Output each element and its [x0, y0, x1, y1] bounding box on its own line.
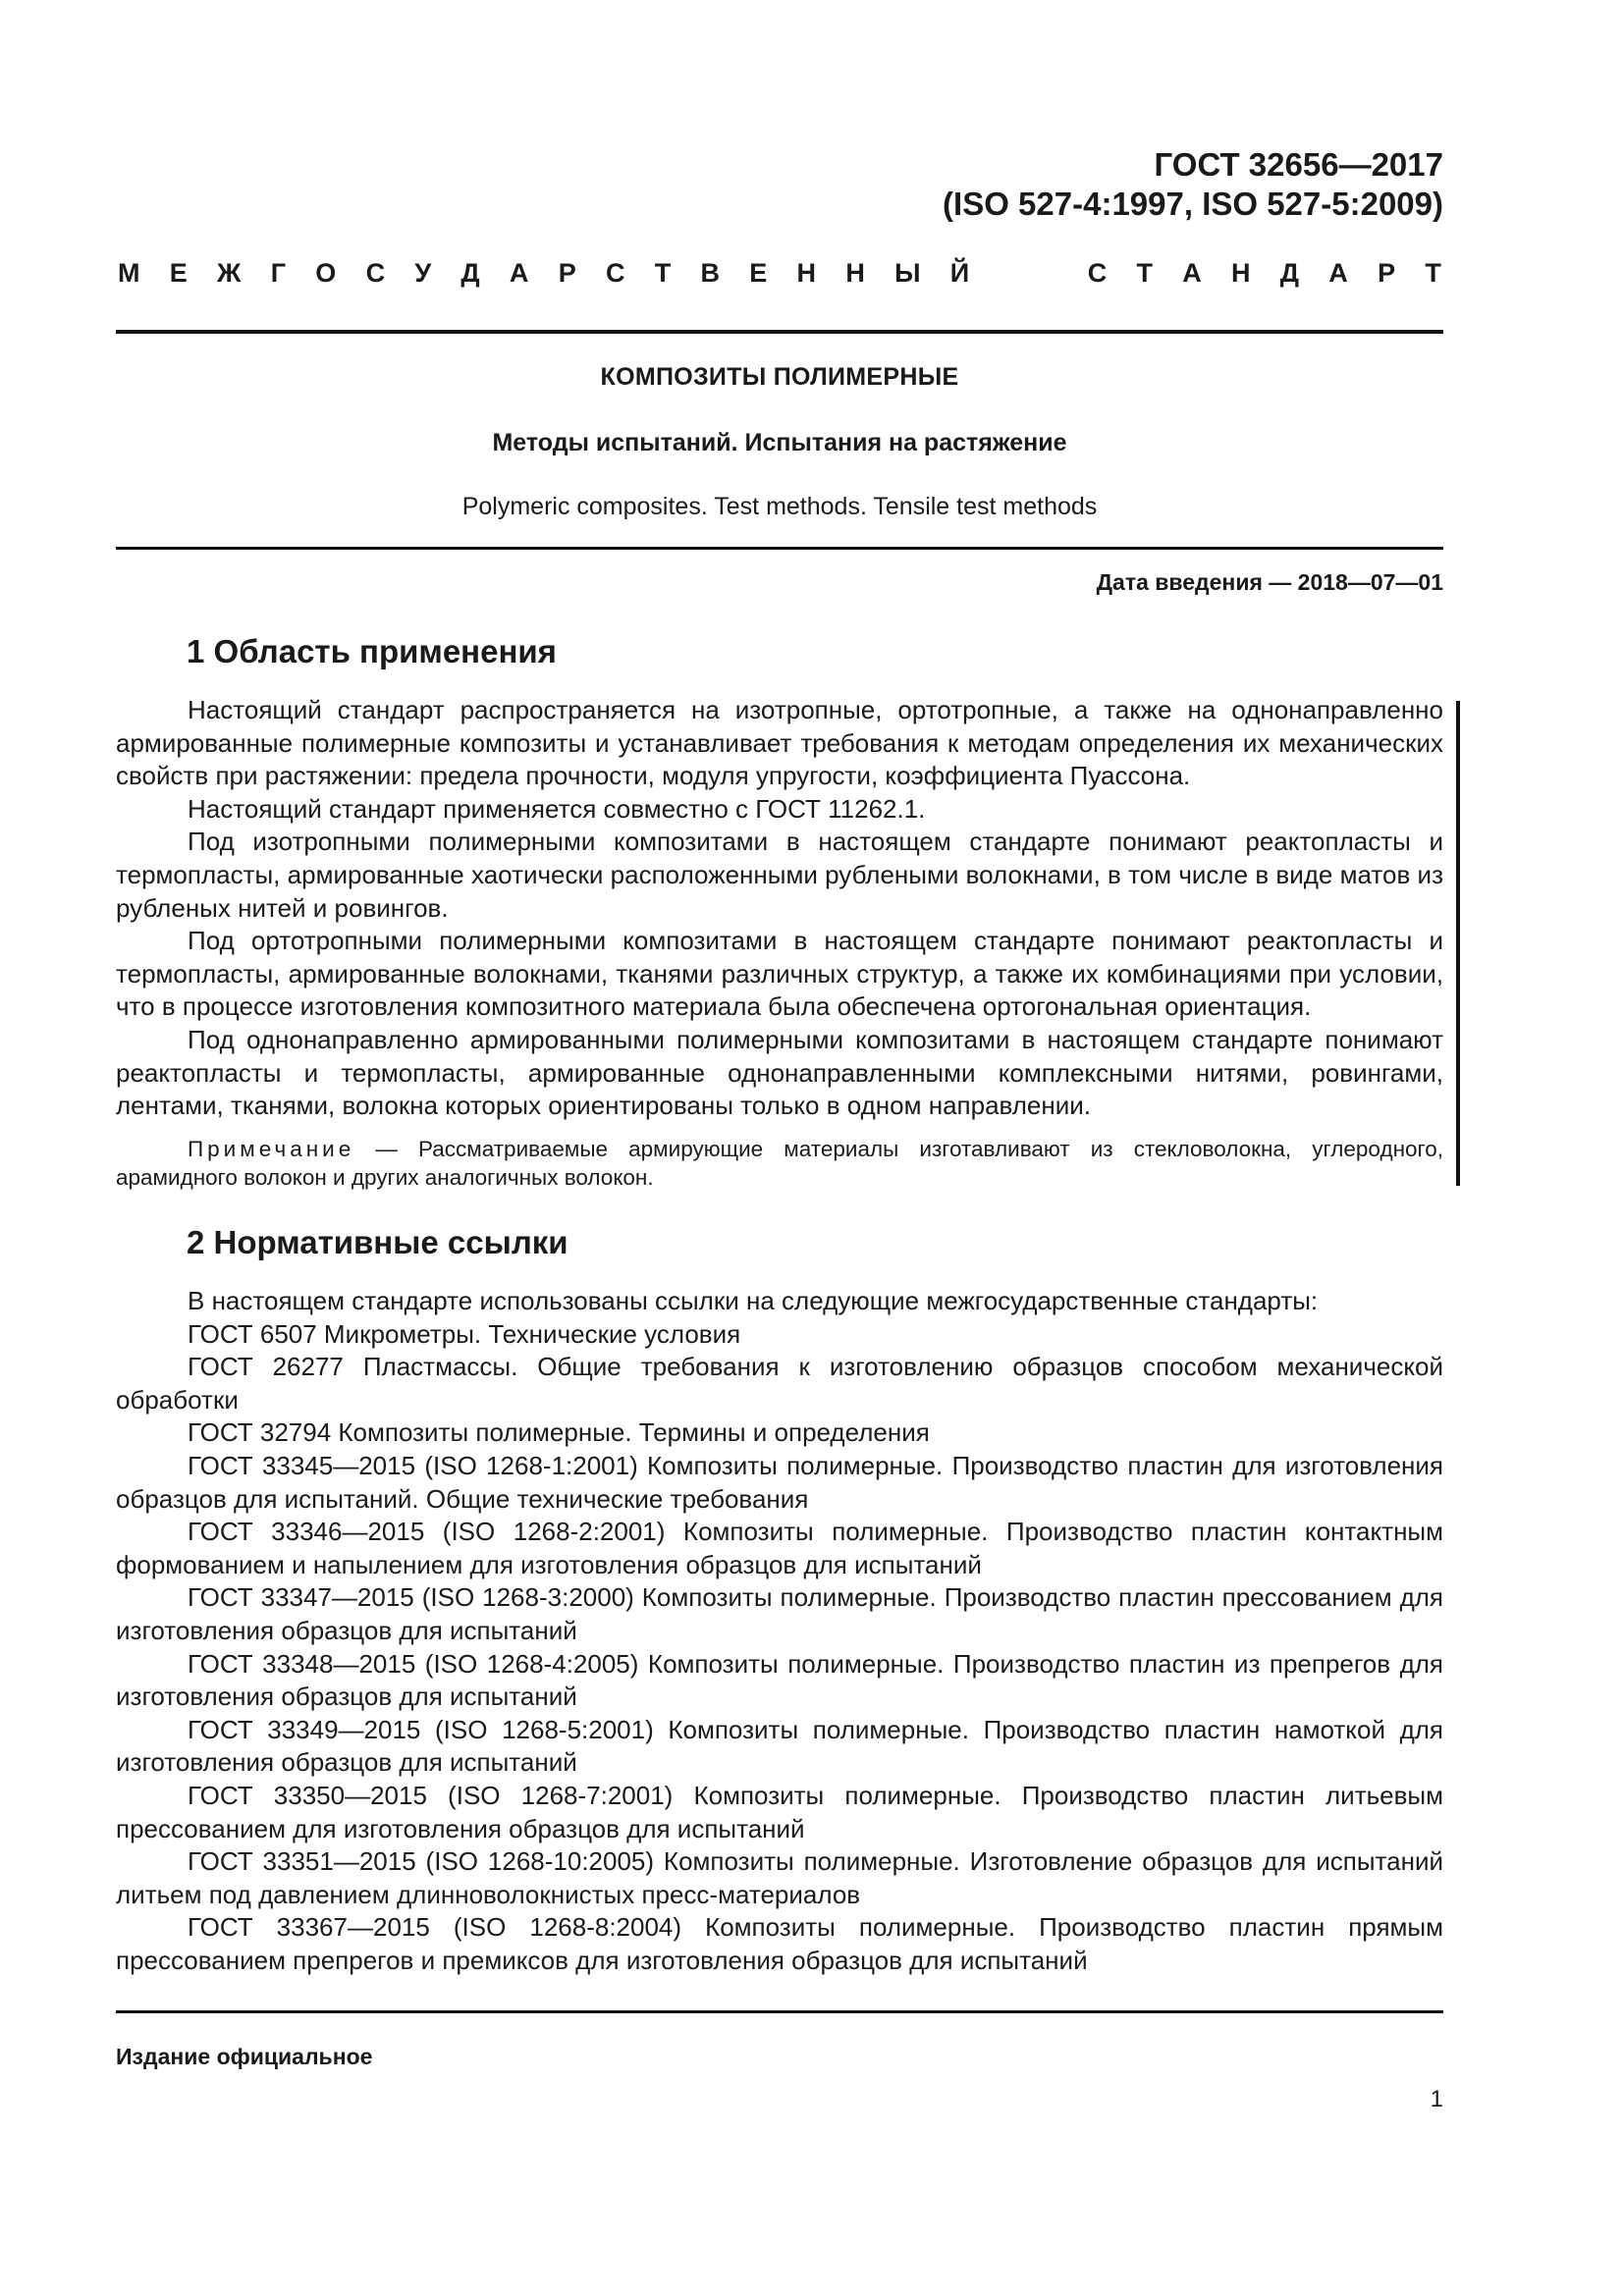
note	[116, 1135, 1443, 1192]
paragraph: В настоящем стандарте использованы ссылки на следующие межгосударственные стандарты:	[188, 1286, 1319, 1315]
paragraph: Под однонаправленно армированными полимерными композитами в настоящем стандарте понимают реактопласты и термопласты, армированные однонаправленными комплексными нитями, ровингами, лентами, тканями, волокна которых ориентированы только в одном направлении.	[116, 1024, 1443, 1121]
reference-item: ГОСТ 6507 Микрометры. Технические условия	[188, 1318, 741, 1349]
banner-letter: Н	[1231, 258, 1251, 288]
banner-letter: Н	[845, 258, 865, 288]
banner-letter: С	[365, 258, 386, 288]
banner-letter: С	[1087, 258, 1108, 288]
reference-item: ГОСТ 33350—2015 (ISO 1268-7:2001) Композиты полимерные. Производство пластин литьевым прессованием для изготовления образцов для испытаний	[116, 1780, 1443, 1843]
reference-item: ГОСТ 33347—2015 (ISO 1268-3:2000) Композиты полимерные. Производство пластин прессованием для изготовления образцов для испытаний	[116, 1582, 1443, 1645]
banner-letter: У	[414, 258, 432, 288]
title-divider	[116, 547, 1443, 550]
reference-item: ГОСТ 32794 Композиты полимерные. Термины и определения	[188, 1417, 930, 1448]
banner-letter: Р	[558, 258, 576, 288]
page-number: 1	[1430, 2086, 1443, 2112]
header-divider	[116, 330, 1443, 334]
banner-letter: О	[315, 258, 337, 288]
banner-letter: М	[118, 258, 140, 288]
reference-item: ГОСТ 33346—2015 (ISO 1268-2:2001) Композиты полимерные. Производство пластин контактным формованием и напылением для изготовления образцов для испытаний	[116, 1517, 1443, 1579]
banner-letter: В	[700, 258, 720, 288]
banner-letter: А	[1328, 258, 1348, 288]
reference-item: ГОСТ 33351—2015 (ISO 1268-10:2005) Композиты полимерные. Изготовление образцов для испытаний литьем под давлением длинноволокнистых пресс-материалов	[116, 1846, 1443, 1909]
reference-item: ГОСТ 33348—2015 (ISO 1268-4:2005) Композиты полимерные. Производство пластин из препрегов для изготовления образцов для испытаний	[116, 1648, 1443, 1712]
standard-type-banner	[118, 257, 1441, 289]
banner-letter: Р	[1378, 258, 1396, 288]
introduction-date: Дата введения — 2018—07—01	[1096, 569, 1443, 595]
note-label: Примечание	[188, 1136, 355, 1161]
gost-number: ГОСТ 32656—2017	[1154, 146, 1443, 183]
banner-letter: Д	[460, 258, 480, 288]
paragraph: Под ортотропными полимерными композитами в настоящем стандарте понимают реактопласты и термопласты, армированные волокнами, тканями различных структур, а также их комбинациями при условии, что в процессе изготовления композитного материала была обеспечена ортогональная ориентация.	[116, 926, 1443, 1022]
section-2-body	[116, 1285, 1443, 1977]
section-1-heading: 1 Область применения	[187, 633, 557, 669]
edition-label: Издание официальное	[116, 2044, 373, 2069]
banner-word-gap	[999, 257, 1057, 289]
paragraph: Под изотропными полимерными композитами в настоящем стандарте понимают реактопласты и термопласты, армированные хаотически расположенными рублеными волокнами, в том числе в виде матов из рубленых нитей и ровингов.	[116, 827, 1443, 923]
reference-item: ГОСТ 33349—2015 (ISO 1268-5:2001) Композиты полимерные. Производство пластин намоткой для изготовления образцов для испытаний	[116, 1714, 1443, 1778]
banner-letter: Т	[654, 258, 672, 288]
reference-item: ГОСТ 26277 Пластмассы. Общие требования к изготовлению образцов способом механической обработки	[116, 1352, 1443, 1415]
banner-letter: Е	[749, 258, 768, 288]
banner-letter: Т	[1425, 258, 1441, 288]
banner-letter: Ж	[217, 258, 242, 288]
banner-letter: Й	[949, 258, 970, 288]
banner-letter: А	[1182, 258, 1202, 288]
document-title-english: Polymeric composites. Test methods. Tensile test methods	[461, 493, 1098, 520]
paragraph: Настоящий стандарт распространяется на изотропные, ортотропные, а также на однонаправленно армированные полимерные композиты и устанавливает требования к методам определения их механических свойств при растяжении: предела прочности, модуля упругости, коэффициента Пуассона.	[116, 695, 1443, 791]
revision-change-bar	[1456, 701, 1460, 1186]
banner-letter: С	[605, 258, 625, 288]
banner-letter: Т	[1136, 258, 1153, 288]
footer-divider	[116, 2010, 1443, 2013]
banner-letter: Ы	[894, 258, 921, 288]
reference-item: ГОСТ 33345—2015 (ISO 1268-1:2001) Композиты полимерные. Производство пластин для изготовления образцов для испытаний. Общие технические требования	[116, 1450, 1443, 1514]
banner-letter: А	[509, 258, 529, 288]
banner-letter: Д	[1279, 258, 1300, 288]
banner-letter: Г	[270, 258, 287, 288]
gost-designation	[943, 145, 1443, 224]
document-title: КОМПОЗИТЫ ПОЛИМЕРНЫЕ	[600, 363, 959, 391]
note-text: — Рассматриваемые армирующие материалы изготавливают из стекловолокна, углеродного, арамидного волокон и других аналогичных волокон.	[116, 1136, 1443, 1190]
reference-item: ГОСТ 33367—2015 (ISO 1268-8:2004) Композиты полимерные. Производство пластин прямым прессованием препрегов и премиксов для изготовления образцов для испытаний	[116, 1912, 1443, 1975]
banner-letter: Н	[796, 258, 817, 288]
paragraph: Настоящий стандарт применяется совместно с ГОСТ 11262.1.	[188, 793, 926, 824]
iso-references: (ISO 527-4:1997, ISO 527-5:2009)	[943, 186, 1443, 222]
section-1-body	[116, 694, 1443, 1192]
document-subtitle: Методы испытаний. Испытания на растяжение	[492, 429, 1067, 456]
banner-letter: Е	[169, 258, 188, 288]
section-2-heading: 2 Нормативные ссылки	[187, 1224, 568, 1260]
